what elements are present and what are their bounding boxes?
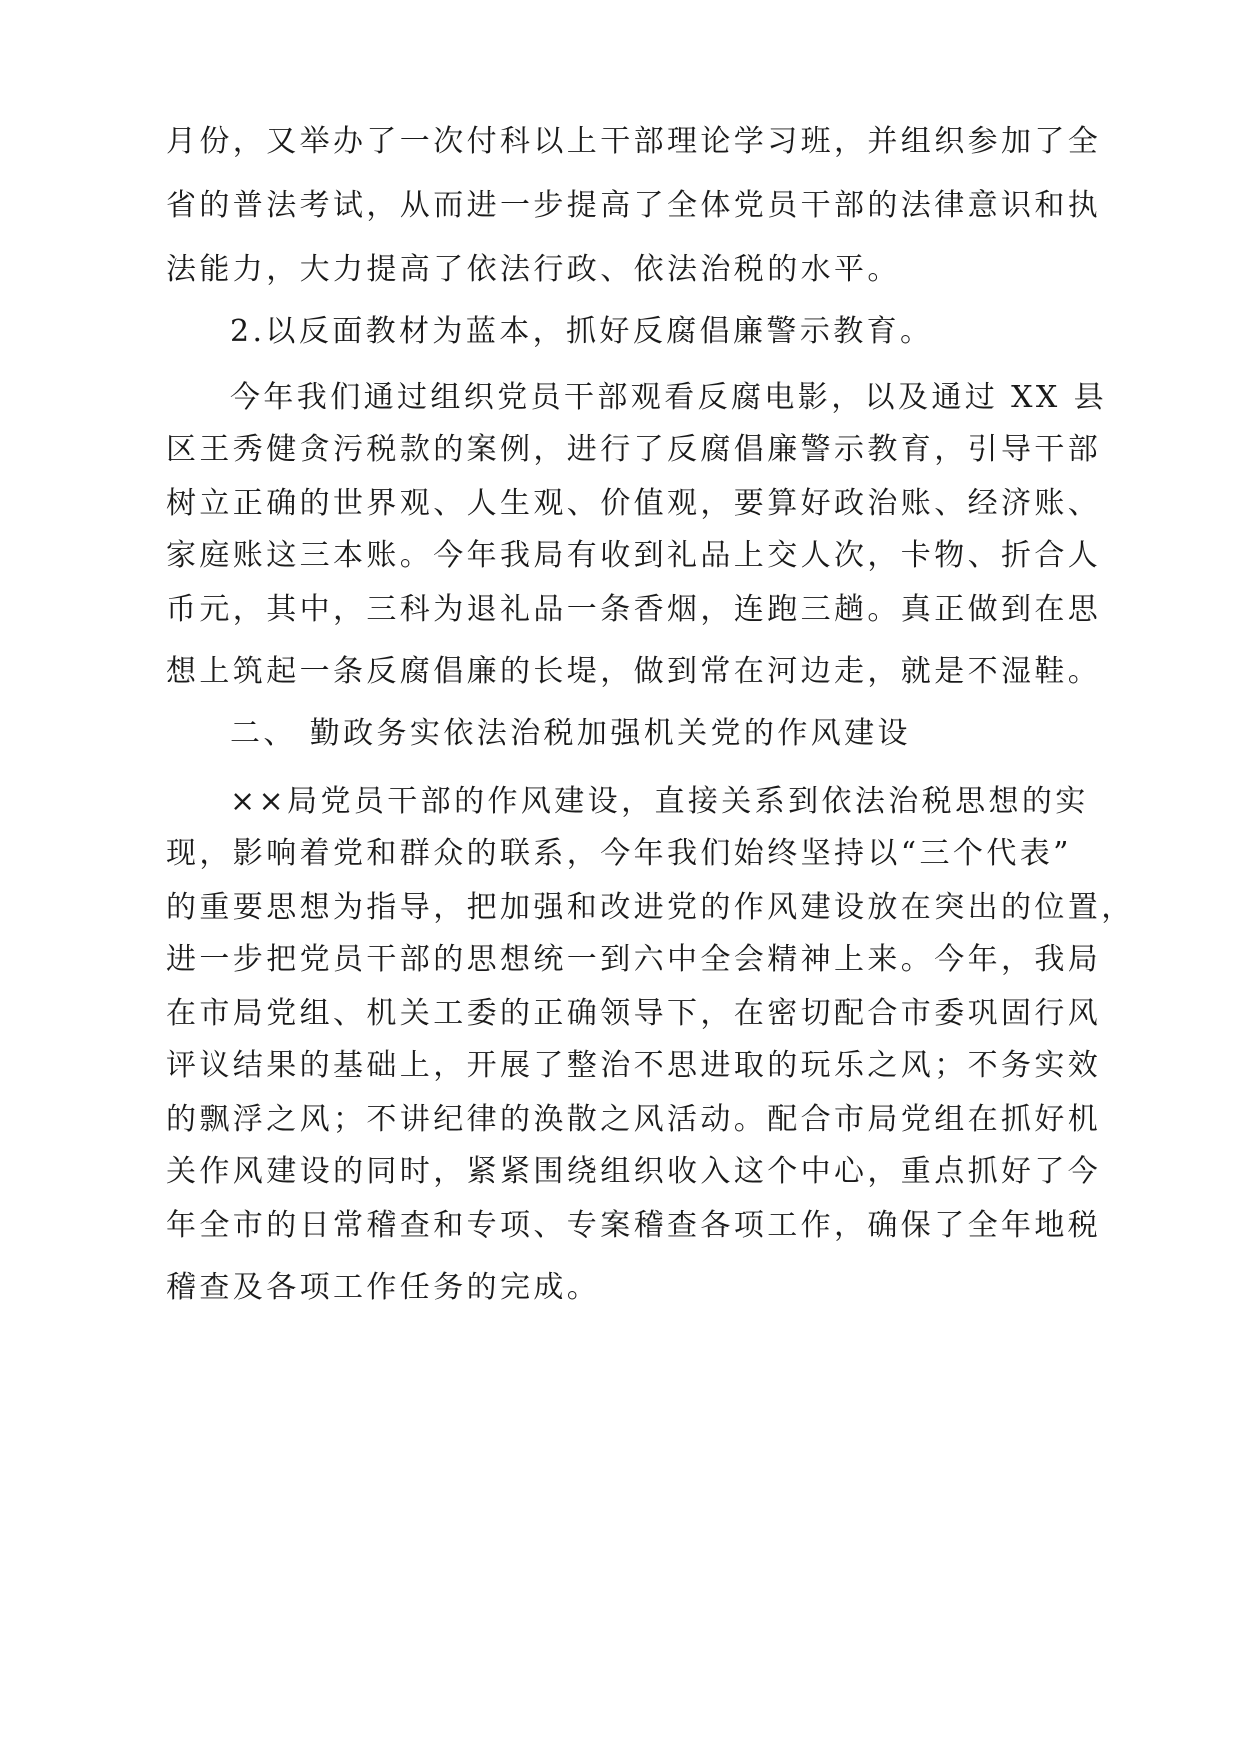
text-line: 在市局党组、机关工委的正确领导下，在密切配合市委巩固行风 [166, 996, 1102, 1031]
section-heading: 二、 勤政务实依法治税加强机关党的作风建设 [230, 716, 911, 751]
text-line: 关作风建设的同时，紧紧围绕组织收入这个中心，重点抓好了今 [166, 1154, 1102, 1189]
text-line: 省的普法考试，从而进一步提高了全体党员干部的法律意识和执 [166, 188, 1102, 223]
text-line: 现，影响着党和群众的联系，今年我们始终坚持以“三个代表” [166, 836, 1072, 871]
text-line: 今年我们通过组织党员干部观看反腐电影，以及通过 XX 县 [230, 380, 1107, 415]
text-line: ××局党员干部的作风建设，直接关系到依法治税思想的实 [230, 784, 1089, 819]
text-line: 稽查及各项工作任务的完成。 [166, 1270, 601, 1305]
text-line: 家庭账这三本账。今年我局有收到礼品上交人次，卡物、折合人 [166, 538, 1102, 573]
text-line: 月份，又举办了一次付科以上干部理论学习班，并组织参加了全 [166, 124, 1102, 159]
text-line: 区王秀健贪污税款的案例，进行了反腐倡廉警示教育，引导干部 [166, 432, 1102, 467]
text-line: 币元，其中，三科为退礼品一条香烟，连跑三趟。真正做到在思 [166, 592, 1102, 627]
text-line: 法能力，大力提高了依法行政、依法治税的水平。 [166, 252, 901, 287]
numbered-heading: 2.以反面教材为蓝本，抓好反腐倡廉警示教育。 [230, 314, 934, 349]
text-line: 想上筑起一条反腐倡廉的长堤，做到常在河边走，就是不湿鞋。 [166, 654, 1102, 689]
text-line: 的重要思想为指导，把加强和改进党的作风建设放在突出的位置， [166, 890, 1135, 925]
text-line: 树立正确的世界观、人生观、价值观，要算好政治账、经济账、 [166, 486, 1102, 521]
text-line: 评议结果的基础上，开展了整治不思进取的玩乐之风；不务实效 [166, 1048, 1102, 1083]
text-line: 的飘浮之风；不讲纪律的涣散之风活动。配合市局党组在抓好机 [166, 1102, 1102, 1137]
text-line: 进一步把党员干部的思想统一到六中全会精神上来。今年，我局 [166, 942, 1102, 977]
text-line: 年全市的日常稽查和专项、专案稽查各项工作，确保了全年地税 [166, 1208, 1102, 1243]
